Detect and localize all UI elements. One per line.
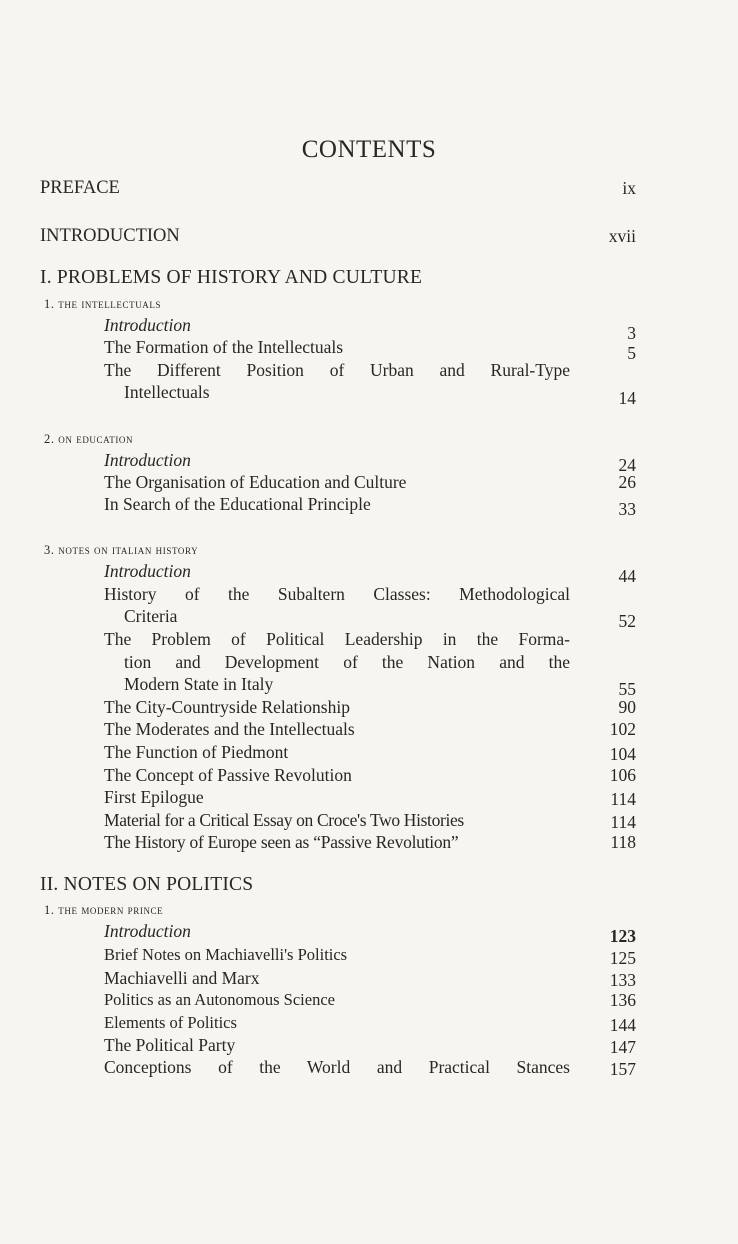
entry-label: The Moderates and the Intellectuals <box>104 719 355 739</box>
entry-label: The Different Position of Urban and Rural-Type <box>104 360 570 380</box>
entry-page: 5 <box>627 343 636 363</box>
entry-page: 114 <box>610 812 636 832</box>
entry-page: 33 <box>618 499 636 519</box>
entry-page: 147 <box>609 1037 636 1057</box>
page-title: CONTENTS <box>301 136 437 163</box>
entry-label: The Problem of Political Leadership in the Forma- <box>104 629 570 649</box>
entry-label-cont: tion and Development of the Nation and the <box>124 652 570 672</box>
entry-page: 52 <box>618 611 636 631</box>
entry-page: 106 <box>609 765 636 785</box>
entry-page: 102 <box>609 719 636 739</box>
entry-page: 123 <box>609 926 636 946</box>
entry-page: 14 <box>618 388 636 408</box>
entry-label: The City-Countryside Relationship <box>104 697 350 717</box>
entry-page: 125 <box>609 948 636 968</box>
entry-label: Introduction <box>104 315 191 335</box>
entry-page: ix <box>622 178 636 198</box>
part-title: II. NOTES ON POLITICS <box>40 874 254 895</box>
entry-page: 3 <box>627 323 636 343</box>
entry-label-cont: Modern State in Italy <box>124 674 274 694</box>
entry-label: Politics as an Autonomous Science <box>104 990 335 1009</box>
entry-label: Material for a Critical Essay on Croce's Two Histories <box>104 810 464 830</box>
entry-label-cont: Criteria <box>124 606 178 626</box>
entry-label: Elements of Politics <box>104 1013 237 1032</box>
entry-label: The Political Party <box>104 1035 236 1055</box>
entry-page: 104 <box>609 744 636 764</box>
entry-label: The History of Europe seen as “Passive Revolution” <box>104 832 459 852</box>
section-title: 3. notes on italian history <box>44 543 199 557</box>
entry-page: 114 <box>610 789 636 809</box>
entry-page: 144 <box>609 1015 636 1035</box>
entry-label: PREFACE <box>40 178 120 198</box>
entry-label: The Organisation of Education and Culture <box>104 472 407 492</box>
section-title: 1. the intellectuals <box>44 297 162 311</box>
entry-label: Conceptions of the World and Practical Stances <box>104 1057 570 1077</box>
entry-label: History of the Subaltern Classes: Methodological <box>104 584 570 604</box>
entry-page: 90 <box>618 697 636 717</box>
section-title: 2. on education <box>44 432 134 446</box>
entry-label: Introduction <box>104 450 191 470</box>
entry-label: Introduction <box>104 921 191 941</box>
entry-label: INTRODUCTION <box>40 226 180 246</box>
entry-label: Brief Notes on Machiavelli's Politics <box>104 945 348 964</box>
entry-page: xvii <box>608 226 636 246</box>
entry-page: 55 <box>618 679 636 699</box>
entry-page: 133 <box>609 970 636 990</box>
entry-page: 157 <box>609 1059 636 1079</box>
entry-label: In Search of the Educational Principle <box>104 494 371 514</box>
entry-label: Machiavelli and Marx <box>104 968 260 988</box>
section-title: 1. the modern prince <box>44 903 164 917</box>
entry-label: The Formation of the Intellectuals <box>104 337 344 357</box>
entry-page: 26 <box>618 472 636 492</box>
entry-page: 136 <box>609 990 636 1010</box>
entry-label: First Epilogue <box>104 787 204 807</box>
entry-page: 44 <box>618 566 636 586</box>
entry-label: The Concept of Passive Revolution <box>104 765 352 785</box>
entry-label-cont: Intellectuals <box>124 382 210 402</box>
entry-page: 24 <box>618 455 636 475</box>
entry-label: The Function of Piedmont <box>104 742 289 762</box>
part-title: I. PROBLEMS OF HISTORY AND CULTURE <box>40 267 423 288</box>
entry-label: Introduction <box>104 561 191 581</box>
entry-page: 118 <box>610 832 636 852</box>
